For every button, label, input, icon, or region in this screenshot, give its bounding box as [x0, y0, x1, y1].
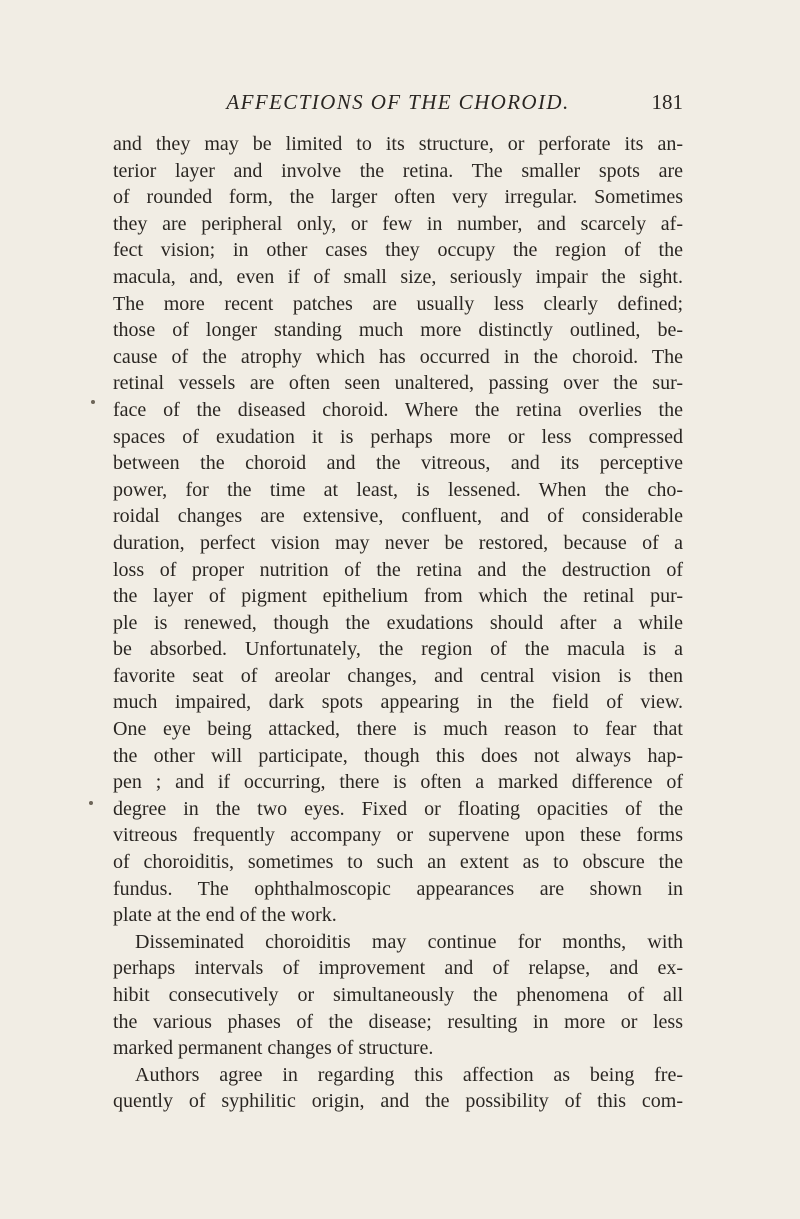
text-line: of choroiditis, sometimes to such an extent as to obscure the: [113, 851, 683, 874]
text-line: The more recent patches are usually less clearly defined;: [113, 292, 683, 315]
body-text: [113, 131, 683, 1115]
text-line: the various phases of the disease; resulting in more or less: [113, 1010, 683, 1033]
text-line: between the choroid and the vitreous, and its perceptive: [113, 452, 683, 475]
text-line: the layer of pigment epithelium from which the retinal pur-: [113, 585, 683, 608]
text-line: hibit consecutively or simultaneously the phenomena of all: [113, 984, 683, 1006]
text-line: degree in the two eyes. Fixed or floating opacities of the: [113, 797, 683, 820]
text-line: cause of the atrophy which has occurred in the choroid. The: [113, 345, 683, 368]
text-line: spaces of exudation it is perhaps more or less compressed: [113, 425, 683, 448]
text-line: of rounded form, the larger often very irregular. Sometimes: [113, 186, 683, 209]
text-line: much impaired, dark spots appearing in the field of view.: [113, 691, 683, 714]
text-line: roidal changes are extensive, confluent, and of considerable: [113, 505, 683, 528]
text-line: fundus. The ophthalmoscopic appearances are shown in: [113, 877, 683, 900]
text-line: Authors agree in regarding this affection as being fre-: [135, 1063, 683, 1086]
text-line: power, for the time at least, is lessened. When the cho-: [113, 478, 683, 501]
text-line: and they may be limited to its structure, or perforate its an-: [113, 133, 683, 155]
running-title: AFFECTIONS OF THE CHOROID.: [226, 90, 570, 114]
text-line: macula, and, even if of small size, seriously impair the sight.: [113, 265, 683, 288]
text-line: the other will participate, though this does not always hap-: [113, 744, 683, 767]
text-line: face of the diseased choroid. Where the retina overlies the: [113, 398, 683, 421]
text-line: Disseminated choroiditis may continue for months, with: [135, 930, 683, 953]
margin-speck: [89, 801, 93, 805]
text-line: perhaps intervals of improvement and of relapse, and ex-: [113, 957, 683, 980]
text-line: quently of syphilitic origin, and the possibility of this com-: [113, 1090, 683, 1113]
text-line: pen ; and if occurring, there is often a marked difference of: [113, 771, 683, 794]
text-line: retinal vessels are often seen unaltered, passing over the sur-: [113, 372, 683, 395]
text-line: ple is renewed, though the exudations should after a while: [113, 611, 683, 634]
running-head: [113, 90, 683, 118]
page-number: 181: [651, 90, 683, 114]
text-line: duration, perfect vision may never be restored, because of a: [113, 531, 683, 554]
margin-speck: [91, 400, 95, 404]
text-line: they are peripheral only, or few in number, and scarcely af-: [113, 212, 683, 235]
text-line: vitreous frequently accompany or supervene upon these forms: [113, 824, 683, 847]
text-line: fect vision; in other cases they occupy the region of the: [113, 239, 683, 262]
text-line: terior layer and involve the retina. The smaller spots are: [113, 159, 683, 182]
text-line: those of longer standing much more distinctly outlined, be-: [113, 319, 683, 342]
text-line: marked permanent changes of structure.: [113, 1037, 434, 1060]
text-line: favorite seat of areolar changes, and central vision is then: [113, 664, 683, 687]
text-line: One eye being attacked, there is much reason to fear that: [113, 718, 683, 741]
text-line: loss of proper nutrition of the retina and the destruction of: [113, 558, 683, 581]
text-line: be absorbed. Unfortunately, the region of the macula is a: [113, 638, 683, 661]
text-line: plate at the end of the work.: [113, 904, 337, 927]
